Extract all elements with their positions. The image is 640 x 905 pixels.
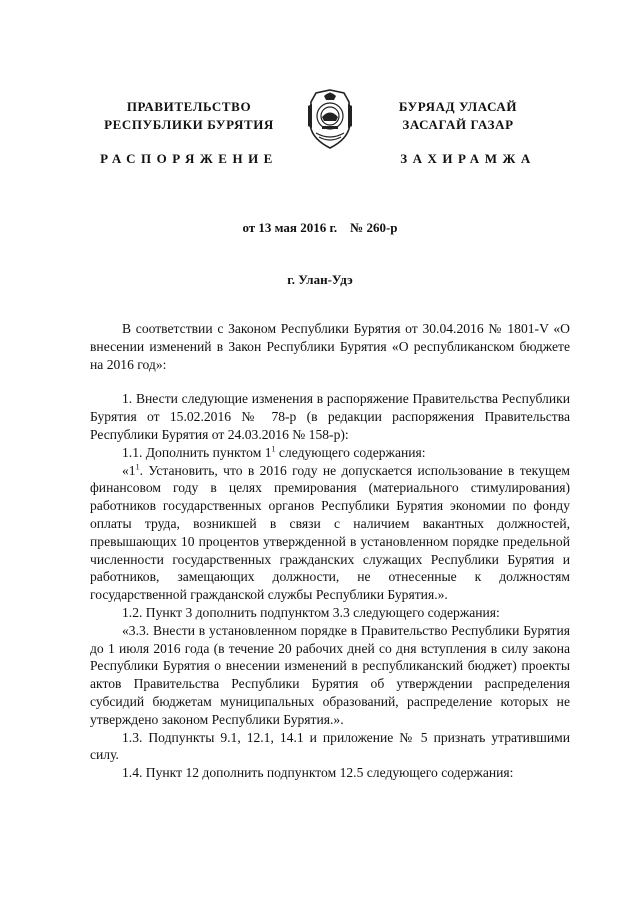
item-1-2-paragraph: 1.2. Пункт 3 дополнить подпунктом 3.3 следующего содержания: bbox=[122, 604, 500, 620]
coat-of-arms-icon bbox=[300, 88, 360, 150]
left-header-line2: РЕСПУБЛИКИ БУРЯТИЯ bbox=[104, 117, 274, 132]
right-doc-type: ЗАХИРАМЖА bbox=[400, 151, 536, 166]
item-1-1-after: следующего содержания: bbox=[275, 444, 426, 460]
document-body bbox=[90, 320, 570, 782]
left-header-line1: ПРАВИТЕЛЬСТВО bbox=[126, 99, 252, 114]
right-header-line1: БУРЯАД УЛАСАЙ bbox=[398, 99, 518, 114]
item-1-2-text-paragraph: «3.3. Внести в установленном порядке в Правительство Республики Бурятия до 1 июля 2016 года (в течение 20 рабочих дней со дня вступления в силу закона Республики Бурятия о внесении изменений в республиканский бюджет) проекты актов Правительства Республики Бурятия об утверждении распределения субсидий бюджетам муниципальных образований, распределение которых не утверждено законом Республики Бурятия.». bbox=[90, 622, 570, 727]
item-1-1-before: 1.1. Дополнить пунктом 1 bbox=[122, 444, 272, 460]
item-1-1-text-after: . Установить, что в 2016 году не допускается использование в текущем финансовом году в целях премирования (материального стимулирования) работников государственных органов Республики Бурятия экономии по фонду оплаты труда, возникшей в связи с наличием вакантных должностей, превышающих 10 процентов утвержденной в установленном порядке предельной численности государственных гражданских служащих Республики Бурятия и работников, замещающих должности, не отнесенные к должностям государственной гражданской службы Республики Бурятия.». bbox=[90, 462, 570, 603]
right-header-line2: ЗАСАГАЙ ГАЗАР bbox=[402, 117, 514, 132]
item-1-paragraph: 1. Внести следующие изменения в распоряжение Правительства Республики Бурятия от 15.02.2016 № 78-р (в редакции распоряжения Правительства Республики Бурятия от 24.03.2016 № 158-р): bbox=[90, 391, 570, 442]
right-header bbox=[378, 98, 538, 134]
item-1-4-paragraph: 1.4. Пункт 12 дополнить подпунктом 12.5 следующего содержания: bbox=[122, 765, 514, 781]
item-1-3-paragraph: 1.3. Подпункты 9.1, 12.1, 14.1 и приложение № 5 признать утратившими силу. bbox=[90, 729, 570, 763]
item-1-1-text-paragraph bbox=[90, 462, 570, 604]
document-date-number: от 13 мая 2016 г. № 260-р bbox=[242, 220, 398, 235]
item-1-1-paragraph bbox=[90, 444, 570, 462]
item-1-1-sup: 1 bbox=[271, 444, 276, 454]
preamble-paragraph: В соответствии с Законом Республики Бурятия от 30.04.2016 № 1801-V «О внесении изменений в Закон Республики Бурятия «О республиканском бюджете на 2016 год»: bbox=[90, 321, 570, 372]
left-header bbox=[100, 98, 278, 134]
document-city: г. Улан-Удэ bbox=[287, 272, 353, 287]
item-1-1-text-sup: 1 bbox=[135, 462, 140, 472]
left-doc-type: РАСПОРЯЖЕНИЕ bbox=[100, 151, 278, 166]
item-1-1-text-before: «1 bbox=[122, 462, 136, 478]
